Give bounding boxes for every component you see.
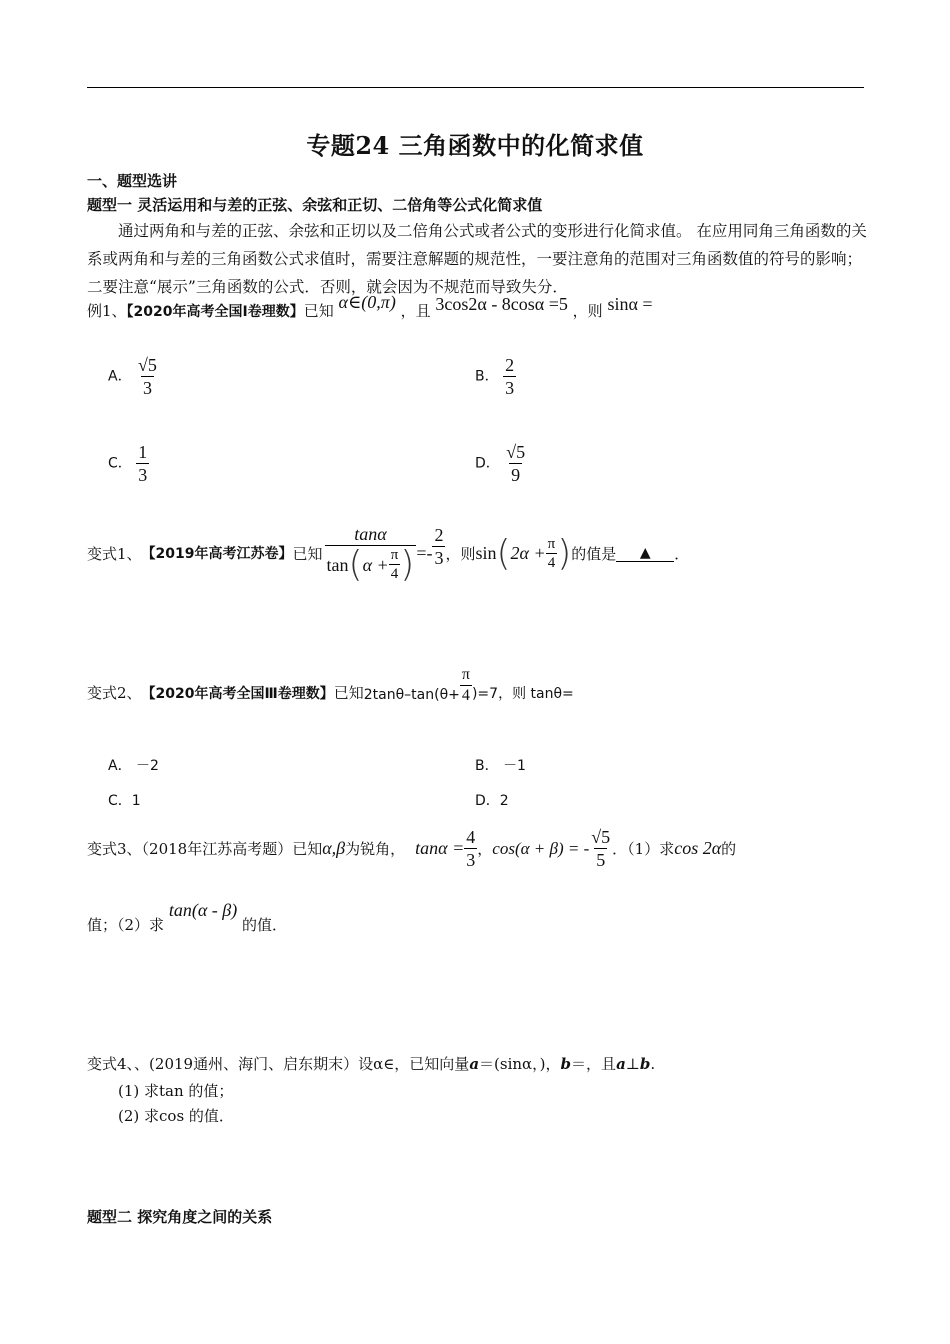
v3-tan-fraction — [464, 826, 477, 871]
variant2-prefix: 变式2、 — [87, 684, 142, 702]
vector-b: b — [639, 1055, 651, 1073]
fraction — [136, 354, 159, 399]
paren-left: ( — [496, 532, 511, 574]
variant2-stem — [87, 665, 574, 706]
v2-text-1: 已知 — [333, 684, 364, 702]
v1-main-fraction — [325, 523, 417, 583]
denominator: 3 — [466, 850, 476, 870]
ex1-text-1: 已知 — [303, 302, 334, 320]
numerator: 1 — [138, 442, 148, 462]
v2-option-c[interactable] — [108, 790, 141, 810]
ex1-condition-2: 3cos2α - 8cosα =5 — [435, 294, 568, 314]
option-label: C． — [108, 455, 132, 472]
denominator — [325, 545, 417, 583]
variant1-prefix: 变式1、 — [87, 544, 142, 563]
v2-option-b[interactable] — [475, 755, 526, 775]
v1-text-2: ，则 — [445, 544, 476, 563]
variant3-stem — [87, 826, 867, 871]
ex1-text-3: ，则 — [572, 302, 603, 320]
denominator: 4 — [461, 687, 470, 704]
variant1-source: 【2019年高考江苏卷】 — [141, 546, 293, 562]
denominator: 3 — [434, 547, 444, 568]
denominator: 4 — [390, 566, 399, 582]
alpha-plus: α + — [362, 554, 389, 575]
v3-vars: α,β — [322, 838, 346, 858]
page-title: 专题24 三角函数中的化简求值 — [306, 131, 644, 160]
v3-tan-diff: tan(α - β) — [168, 900, 238, 920]
numerator: π — [461, 666, 470, 683]
example1-stem — [87, 292, 653, 321]
option-label: B． — [475, 758, 499, 774]
numerator: tanα — [354, 524, 387, 544]
numerator: √5 — [138, 355, 157, 375]
v1-text-3: 的值是 — [571, 544, 617, 563]
variant3-prefix: 变式3、（2018年江苏高考题）已知 — [87, 840, 323, 858]
v2-expr-2: )=7，则 tanθ= — [471, 686, 574, 702]
v4-end: . — [650, 1055, 656, 1073]
pi-over-4 — [460, 665, 472, 706]
v4-text-1: 变式4、、(2019通州、海门、启东期末）设α∈，已知向量 — [87, 1055, 470, 1073]
v3-cos-fraction — [589, 826, 612, 871]
v3-line2-b: 的值． — [242, 916, 288, 934]
option-label: C． — [108, 793, 132, 809]
option-b[interactable] — [475, 354, 516, 399]
v3-line2-a: 值；（2）求 — [87, 916, 165, 934]
denominator: 3 — [138, 465, 148, 485]
option-d[interactable] — [475, 441, 527, 486]
pi-over-4 — [389, 546, 401, 583]
header-rule — [87, 87, 864, 88]
denominator: 3 — [505, 378, 515, 398]
vector-a: a — [616, 1055, 626, 1073]
denominator: 4 — [547, 554, 556, 571]
numerator: 2 — [505, 355, 515, 375]
option-label: B． — [475, 368, 499, 385]
option-c[interactable] — [108, 441, 149, 486]
numerator: 4 — [466, 827, 476, 847]
numerator: √5 — [591, 827, 611, 847]
numerator: π — [390, 547, 399, 563]
variant2-source: 【2020年高考全国Ⅲ卷理数】 — [141, 686, 334, 702]
option-label: D． — [475, 455, 500, 472]
v3-text-3: 的 — [721, 840, 737, 858]
paren-right: ) — [400, 543, 415, 585]
option-value: －1 — [503, 758, 526, 774]
numerator: π — [547, 535, 556, 552]
paren-left: ( — [348, 543, 363, 585]
denominator: 3 — [142, 378, 152, 398]
paren-right: ) — [557, 532, 572, 574]
type2-heading: 题型二 探究角度之间的关系 — [87, 1208, 273, 1226]
ex1-text-2: ，且 — [400, 302, 431, 320]
example1-prefix: 例1、 — [87, 302, 127, 320]
vector-a: a — [469, 1055, 480, 1073]
v1-equals: =- — [416, 542, 433, 563]
v1-inner: 2α + — [510, 542, 546, 563]
v4-text-3: ＝，且 — [571, 1055, 617, 1073]
v3-text-1: 为锐角， — [345, 840, 406, 858]
v3-comma: ， — [477, 840, 493, 858]
intro-paragraph: 通过两角和与差的正弦、余弦和正切以及二倍角公式或者公式的变形进行化简求值。 在应用同角三角函数的关系或两角和与差的三角函数公式求值时，需要注意解题的规范性，一要注意角的范围对三角函数值的符号的影响；二要注意“展示”三角函数的公式．否则，就会因为不规范而导致失分． — [87, 222, 867, 296]
denominator: 5 — [596, 850, 606, 870]
numerator: √5 — [506, 442, 526, 462]
option-value: 1 — [131, 793, 141, 809]
section-heading: 一、题型选讲 — [87, 172, 178, 190]
option-value: 2 — [499, 793, 509, 809]
v1-rhs-fraction — [432, 524, 445, 569]
ex1-condition-1: α∈(0,π) — [338, 292, 396, 312]
type1-heading: 题型一 灵活运用和与差的正弦、余弦和正切、二倍角等公式化简求值 — [87, 196, 543, 214]
v3-tan-lhs: tanα = — [415, 838, 465, 858]
denominator: 9 — [511, 465, 521, 485]
option-label: A． — [108, 368, 132, 385]
v3-cos2a: cos 2α — [674, 838, 722, 858]
variant4-stem — [87, 1053, 655, 1074]
v4-question-1: (1) 求tan 的值； — [118, 1082, 234, 1100]
option-value: －2 — [136, 758, 159, 774]
v1-text-1: 已知 — [292, 544, 323, 563]
fraction — [504, 441, 527, 486]
v4-question-2: (2) 求cos 的值． — [118, 1107, 234, 1125]
v1-sin: sin — [475, 542, 497, 563]
option-label: A． — [108, 758, 132, 774]
variant1-stem — [87, 523, 689, 583]
ex1-ask: sinα = — [607, 294, 653, 314]
v3-cos-lhs: cos(α + β) = - — [492, 838, 590, 858]
variant3-line2 — [87, 900, 288, 934]
fraction — [503, 354, 516, 399]
v3-text-2: ．（1）求 — [612, 840, 675, 858]
option-label: D． — [475, 793, 500, 809]
option-a[interactable] — [108, 354, 159, 399]
fraction — [136, 441, 149, 486]
answer-blank[interactable]: ▲ — [616, 545, 674, 562]
v4-text-2: ＝(sinα，)， — [479, 1055, 561, 1073]
example1-source: 【2020年高考全国Ⅰ卷理数】 — [126, 304, 304, 320]
v2-option-d[interactable] — [475, 790, 509, 810]
v1-end: ． — [674, 544, 690, 563]
perp-symbol: ⊥ — [625, 1055, 640, 1073]
tan-fn: tan — [326, 554, 349, 575]
vector-b: b — [560, 1055, 572, 1073]
numerator: 2 — [434, 524, 444, 545]
v2-expr-1: 2tanθ–tan(θ+ — [363, 687, 460, 703]
v2-option-a[interactable] — [108, 755, 159, 775]
pi-over-4 — [546, 535, 558, 572]
